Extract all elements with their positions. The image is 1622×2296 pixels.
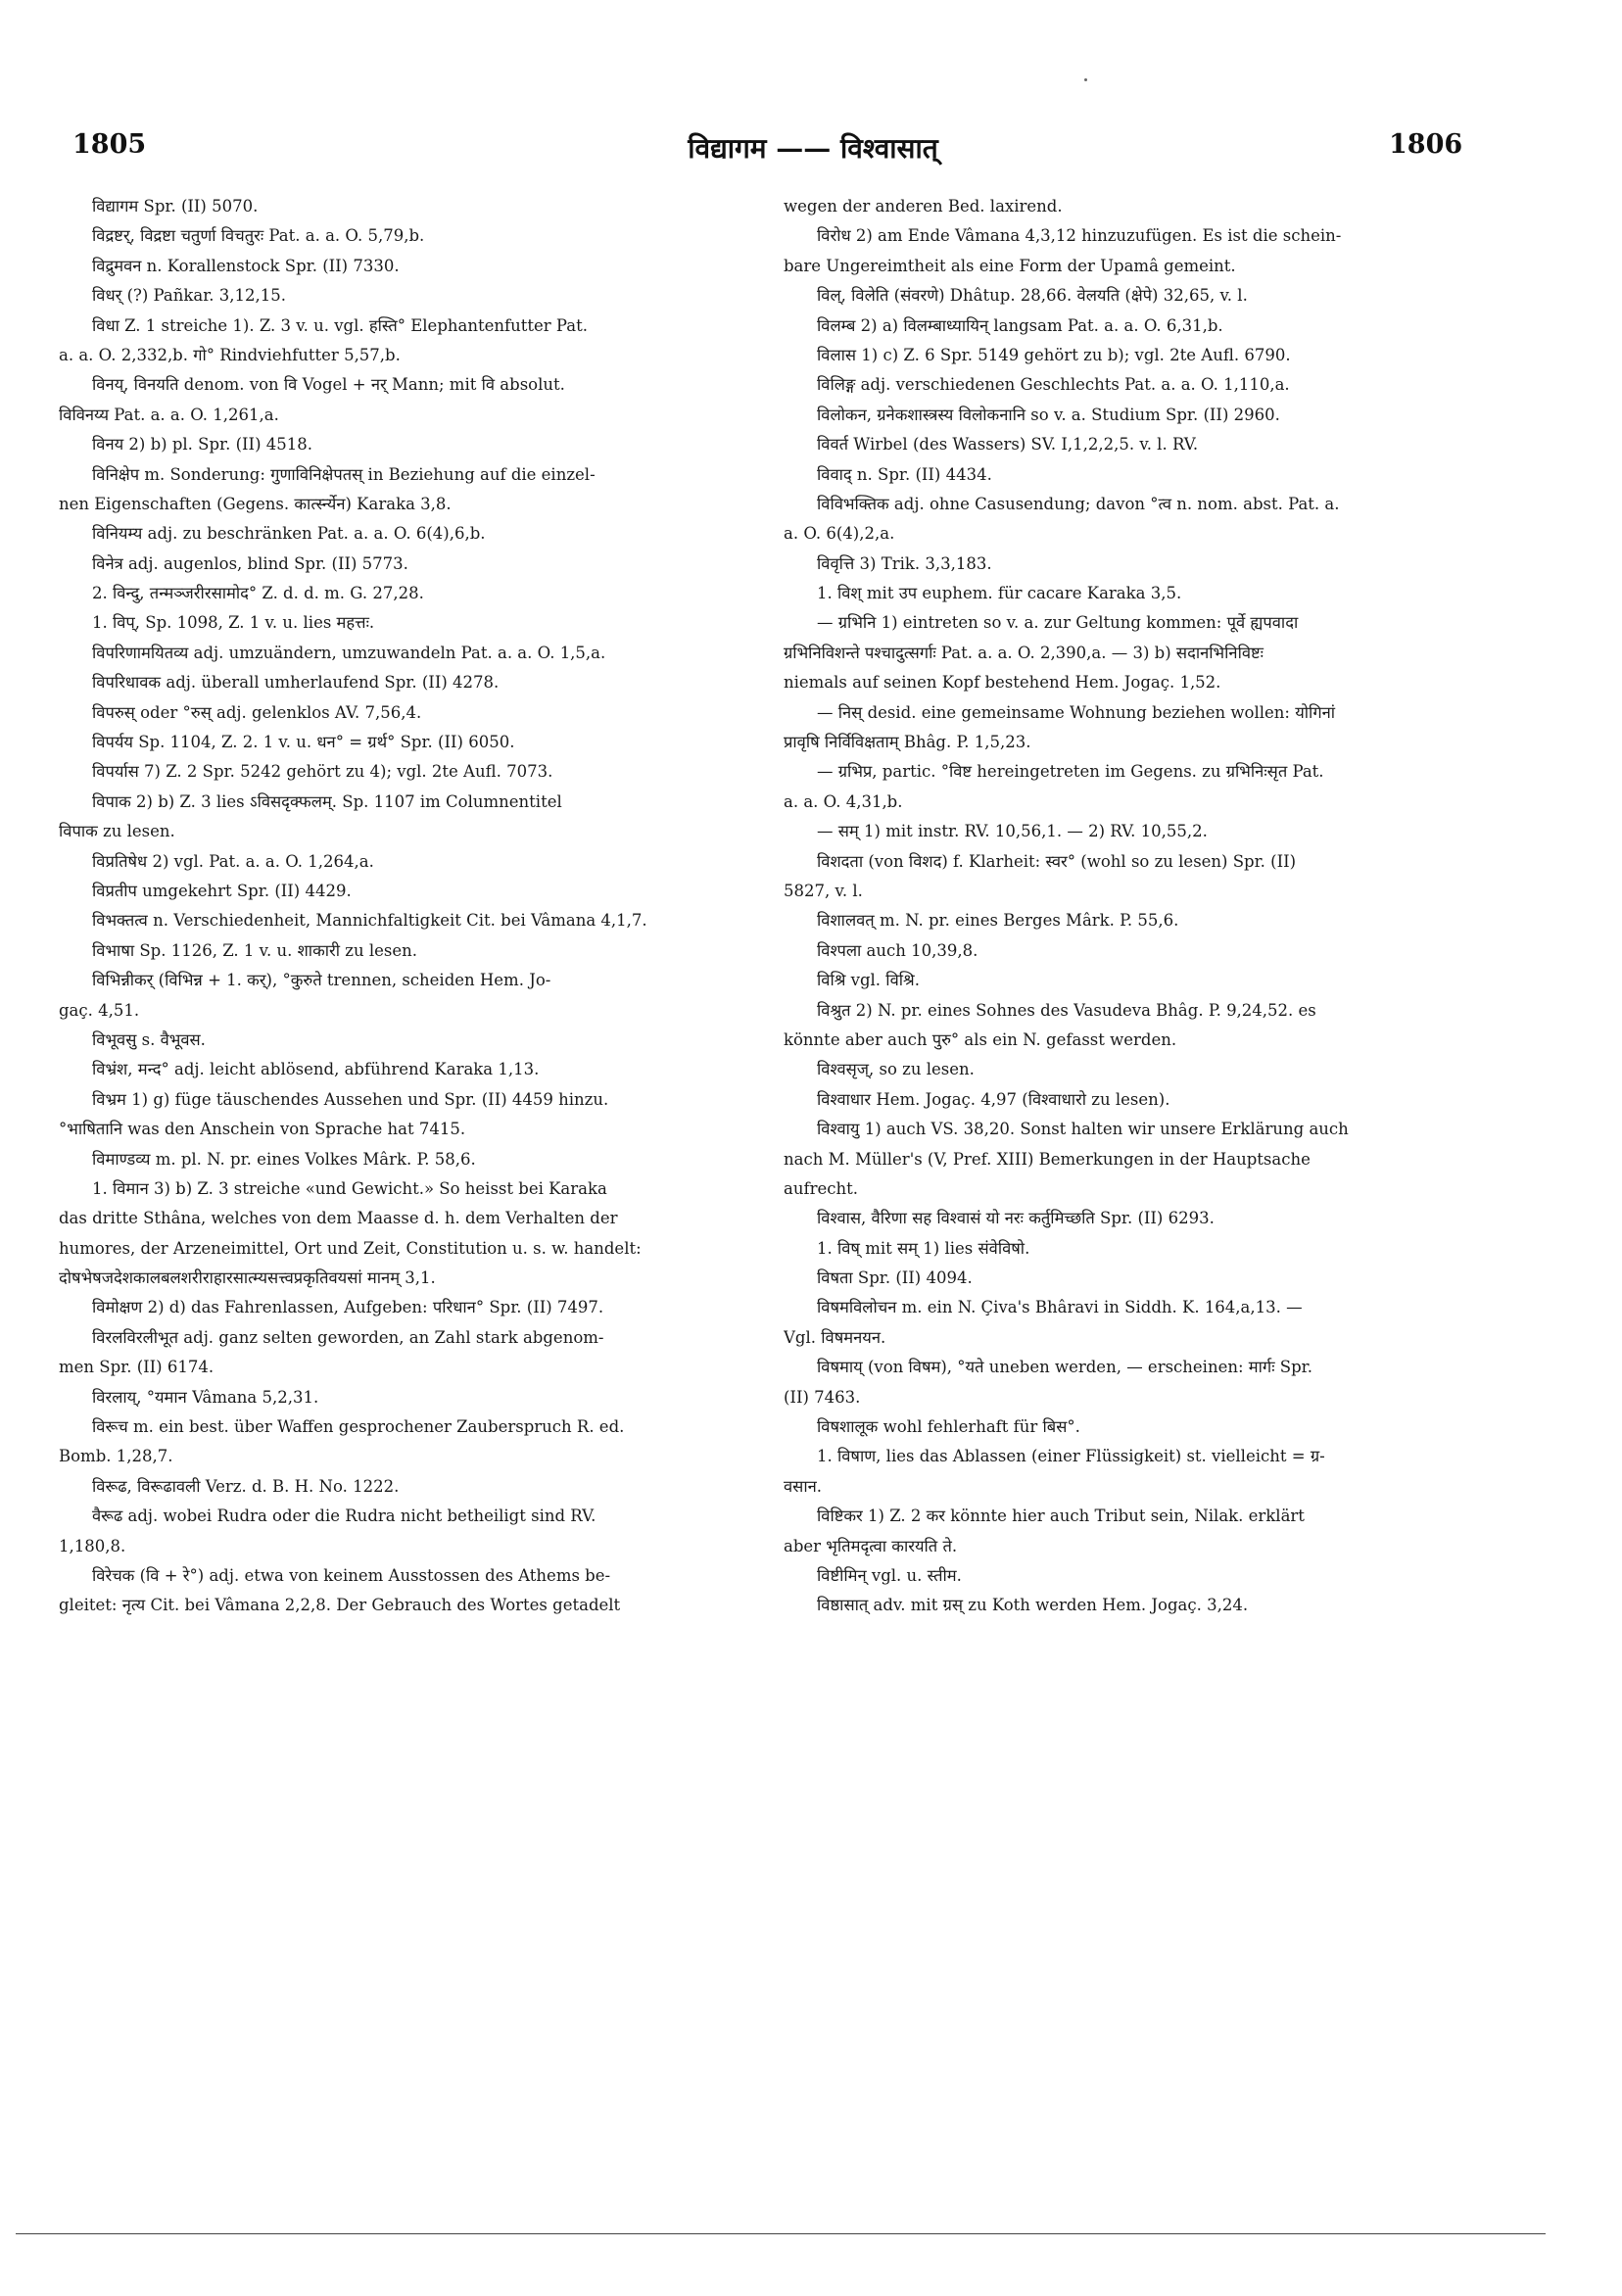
entry-line: विद्यागम Spr. (II) 5070. xyxy=(92,197,259,215)
entry-line: विनय 2) b) pl. Spr. (II) 4518. xyxy=(92,435,312,454)
entry-line: ग्रभिनिविशन्ते पश्चादुत्सर्गाः Pat. a. a. O. 2,390,a. — 3) b) सदानभिनिविष्टः xyxy=(784,643,1264,662)
entry-line: °भाषितानि was den Anschein von Sprache hat 7415. xyxy=(59,1120,466,1139)
entry-line: विलोकन, ग्रनेकशास्त्रस्य विलोकनानि so v. a. Studium Spr. (II) 2960. xyxy=(817,405,1280,424)
entry-line: विपाक zu lesen. xyxy=(59,822,175,841)
entry-line: 1. विषाण, lies das Ablassen (einer Flüssigkeit) st. vielleicht = ग्र- xyxy=(817,1447,1325,1466)
entry-line: 1. विष् mit सम् 1) lies संवेविषो. xyxy=(817,1238,1030,1258)
right-column xyxy=(784,192,1446,1621)
entry-line: विष्टिकर 1) Z. 2 कर könnte hier auch Tribut sein, Nilak. erklärt xyxy=(817,1507,1305,1526)
entry-line: — सम् 1) mit instr. RV. 10,56,1. — 2) RV. 10,55,2. xyxy=(817,822,1208,841)
entry-line: विप्रतीप umgekehrt Spr. (II) 4429. xyxy=(92,881,352,900)
entry-line: humores, der Arzeneimittel, Ort und Zeit, Constitution u. s. w. handelt: xyxy=(59,1238,642,1258)
page-number-right: 1806 xyxy=(1389,129,1463,160)
entry-line: — ग्रभिप्र, partic. °विष्ट hereingetreten im Gegens. zu ग्रभिनिःसृत Pat. xyxy=(817,762,1324,782)
entry-line: 2. विन्दु, तन्मञ्जरीरसामोद° Z. d. d. m. G. 27,28. xyxy=(92,584,424,603)
entry-line: विश्वास, वैरिणा सह विश्वासं यो नरः कर्तुमिच्छति Spr. (II) 6293. xyxy=(817,1209,1215,1228)
entry-line: विवर्त Wirbel (des Wassers) SV. I,1,2,2,5. v. l. RV. xyxy=(817,435,1199,454)
entry-line: विलम्ब 2) a) विलम्बाध्यायिन् langsam Pat. a. a. O. 6,31,b. xyxy=(817,315,1223,335)
entry-line: विषता Spr. (II) 4094. xyxy=(817,1268,973,1288)
entry-line: विनेत्र adj. augenlos, blind Spr. (II) 5773. xyxy=(92,553,408,573)
entry-line: विप्रतिषेध 2) vgl. Pat. a. a. O. 1,264,a. xyxy=(92,851,374,871)
entry-line: विपरिणामयितव्य adj. umzuändern, umzuwandeln Pat. a. a. O. 1,5,a. xyxy=(92,643,606,662)
entry-line: विष्ठासात् adv. mit ग्रस् zu Koth werden Hem. Jogaç. 3,24. xyxy=(817,1596,1249,1615)
entry-line: विश्वसृज्, so zu lesen. xyxy=(817,1060,975,1079)
entry-line: विरेचक (वि + रे°) adj. etwa von keinem Ausstossen des Athems be- xyxy=(92,1565,611,1585)
entry-line: विद्रुमवन n. Korallenstock Spr. (II) 7330. xyxy=(92,256,400,275)
entry-line: a. O. 6(4),2,a. xyxy=(784,524,895,544)
entry-line: विशदता (von विशद) f. Klarheit: स्वर° (wohl so zu lesen) Spr. (II) xyxy=(817,851,1297,871)
entry-line: विपर्यास 7) Z. 2 Spr. 5242 gehört zu 4); vgl. 2te Aufl. 7073. xyxy=(92,762,553,782)
entry-line: विधा Z. 1 streiche 1). Z. 3 v. u. vgl. हस्ति° Elephantenfutter Pat. xyxy=(92,315,588,335)
entry-line: वैरूढ adj. wobei Rudra oder die Rudra nicht betheiligt sind RV. xyxy=(92,1507,596,1526)
entry-line: विमोक्षण 2) d) das Fahrenlassen, Aufgeben: परिधान° Spr. (II) 7497. xyxy=(92,1298,604,1317)
entry-line: विभक्तत्व n. Verschiedenheit, Mannichfaltigkeit Cit. bei Vâmana 4,1,7. xyxy=(92,911,647,931)
entry-line: 1. विश् mit उप euphem. für cacare Karaka 3,5. xyxy=(817,584,1182,603)
entry-line: विद्रष्टर्, विद्रष्टा चतुर्णा विचतुरः Pat. a. a. O. 5,79,b. xyxy=(92,226,425,246)
entry-line: विधर् (?) Pañkar. 3,12,15. xyxy=(92,286,287,306)
entry-line: विश्पला auch 10,39,8. xyxy=(817,940,978,960)
entry-line: — ग्रभिनि 1) eintreten so v. a. zur Geltung kommen: पूर्वे ह्यपवादा xyxy=(817,613,1299,633)
entry-line: विभिन्नीकर् (विभिन्न + 1. कर्), °कुरुते trennen, scheiden Hem. Jo- xyxy=(92,971,551,990)
entry-line: विल्, विलेति (संवरणे) Dhâtup. 28,66. वेलयति (क्षेपे) 32,65, v. l. xyxy=(817,286,1248,306)
entry-line: विमाण्डव्य m. pl. N. pr. eines Volkes Mârk. P. 58,6. xyxy=(92,1149,476,1169)
entry-line: विरलाय्, °यमान Vâmana 5,2,31. xyxy=(92,1387,319,1407)
entry-line: विपरुस् oder °रुस् adj. gelenklos AV. 7,56,4. xyxy=(92,702,422,722)
entry-line: विपाक 2) b) Z. 3 lies ऽविसदृक्फलम्. Sp. 1107 im Columnentitel xyxy=(92,791,562,811)
entry-line: Vgl. विषमनयन. xyxy=(784,1327,886,1347)
entry-line: विश्रि vgl. विश्रि. xyxy=(817,971,920,990)
entry-line: men Spr. (II) 6174. xyxy=(59,1358,215,1377)
entry-line: विवाद् n. Spr. (II) 4434. xyxy=(817,464,992,484)
entry-line: विभाषा Sp. 1126, Z. 1 v. u. शाकारी zu lesen. xyxy=(92,940,418,960)
entry-line: विरूच m. ein best. über Waffen gesprochener Zauberspruch R. ed. xyxy=(92,1417,625,1437)
entry-line: विलास 1) c) Z. 6 Spr. 5149 gehört zu b); vgl. 2te Aufl. 6790. xyxy=(817,345,1291,364)
entry-line: विरूढ, विरूढावली Verz. d. B. H. No. 1222. xyxy=(92,1476,400,1496)
entry-line: विश्वाधार Hem. Jogaç. 4,97 (विश्वाधारो zu lesen). xyxy=(817,1089,1170,1109)
entry-line: विनय्, विनयति denom. von वि Vogel + नर् Mann; mit वि absolut. xyxy=(92,375,565,395)
speck xyxy=(1084,78,1087,81)
entry-line: aufrecht. xyxy=(784,1178,858,1198)
entry-line: Bomb. 1,28,7. xyxy=(59,1447,173,1466)
entry-line: विष्टीमिन् vgl. u. स्तीम. xyxy=(817,1565,962,1585)
entry-line: das dritte Sthâna, welches von dem Maasse d. h. dem Verhalten der xyxy=(59,1209,618,1228)
entry-line: विनिक्षेप m. Sonderung: गुणाविनिक्षेपतस् in Beziehung auf die einzel- xyxy=(92,464,596,484)
entry-line: दोषभेषजदेशकालबलशरीराहारसात्म्यसत्त्वप्रकृतिवयसां मानम् 3,1. xyxy=(59,1268,436,1288)
entry-line: a. a. O. 4,31,b. xyxy=(784,791,903,811)
entry-line: विनियम्य adj. zu beschränken Pat. a. a. O. 6(4),6,b. xyxy=(92,524,486,544)
page-number-left: 1805 xyxy=(72,129,147,160)
entry-line: — निस् desid. eine gemeinsame Wohnung beziehen wollen: योगिनां xyxy=(817,702,1336,722)
entry-line: 5827, v. l. xyxy=(784,881,863,900)
entry-line: वसान. xyxy=(784,1476,823,1496)
entry-line: विरलविरलीभूत adj. ganz selten geworden, an Zahl stark abgenom- xyxy=(92,1327,604,1347)
running-head: विद्यागम —— विश्वासात् xyxy=(688,132,938,165)
entry-line: विवृत्ति 3) Trik. 3,3,183. xyxy=(817,553,992,573)
entry-line: aber भृतिमदृत्वा कारयति ते. xyxy=(784,1536,958,1555)
entry-line: विपर्यय Sp. 1104, Z. 2. 1 v. u. धन° = ग्रर्थ° Spr. (II) 6050. xyxy=(92,733,515,752)
entry-line: विलिङ्ग adj. verschiedenen Geschlechts Pat. a. a. O. 1,110,a. xyxy=(817,375,1290,395)
entry-line: विश्रुत 2) N. pr. eines Sohnes des Vasudeva Bhâg. P. 9,24,52. es xyxy=(817,1000,1316,1020)
entry-line: विभ्रम 1) g) füge täuschendes Aussehen und Spr. (II) 4459 hinzu. xyxy=(92,1089,609,1109)
entry-line: विषमविलोचन m. ein N. Çiva's Bhâravi in Siddh. K. 164,a,13. — xyxy=(817,1298,1303,1317)
entry-line: nach M. Müller's (V, Pref. XIII) Bemerkungen in der Hauptsache xyxy=(784,1149,1311,1169)
entry-line: 1. विमान 3) b) Z. 3 streiche «und Gewicht.» So heisst bei Karaka xyxy=(92,1178,607,1198)
bottom-rule xyxy=(16,2233,1546,2234)
entry-line: gaç. 4,51. xyxy=(59,1000,140,1020)
entry-line: विविनय्य Pat. a. a. O. 1,261,a. xyxy=(59,405,279,424)
entry-line: विश्वायु 1) auch VS. 38,20. Sonst halten wir unsere Erklärung auch xyxy=(817,1120,1349,1139)
entry-line: विभूवसु s. वैभूवस. xyxy=(92,1029,206,1049)
entry-line: (II) 7463. xyxy=(784,1387,861,1407)
entry-line: 1,180,8. xyxy=(59,1536,126,1555)
entry-line: विषशालूक wohl fehlerhaft für बिस°. xyxy=(817,1417,1080,1437)
entry-line: विविभक्तिक adj. ohne Casusendung; davon °त्व n. nom. abst. Pat. a. xyxy=(817,494,1340,513)
entry-line: विपरिधावक adj. überall umherlaufend Spr. (II) 4278. xyxy=(92,673,500,693)
entry-line: विरोध 2) am Ende Vâmana 4,3,12 hinzuzufügen. Es ist die schein- xyxy=(817,226,1342,246)
entry-line: niemals auf seinen Kopf bestehend Hem. Jogaç. 1,52. xyxy=(784,673,1221,693)
entry-line: प्रावृषि निर्विविक्षताम् Bhâg. P. 1,5,23. xyxy=(784,733,1031,752)
entry-line: könnte aber auch पुरु° als ein N. gefasst werden. xyxy=(784,1029,1177,1049)
entry-line: wegen der anderen Bed. laxirend. xyxy=(784,197,1063,215)
entry-line: bare Ungereimtheit als eine Form der Upamâ gemeint. xyxy=(784,256,1236,275)
entry-line: gleitet: नृत्य Cit. bei Vâmana 2,2,8. Der Gebrauch des Wortes getadelt xyxy=(59,1596,621,1615)
left-column xyxy=(59,192,733,1621)
entry-line: 1. विप्, Sp. 1098, Z. 1 v. u. lies महत्तः. xyxy=(92,613,375,633)
entry-line: विभ्रंश, मन्द° adj. leicht ablösend, abführend Karaka 1,13. xyxy=(92,1060,540,1079)
entry-line: nen Eigenschaften (Gegens. कार्त्स्न्येन) Karaka 3,8. xyxy=(59,494,452,513)
entry-line: विशालवत् m. N. pr. eines Berges Mârk. P. 55,6. xyxy=(817,911,1179,931)
entry-line: a. a. O. 2,332,b. गो° Rindviehfutter 5,57,b. xyxy=(59,345,401,364)
entry-line: विषमाय् (von विषम), °यते uneben werden, — erscheinen: मार्गः Spr. xyxy=(817,1358,1312,1377)
